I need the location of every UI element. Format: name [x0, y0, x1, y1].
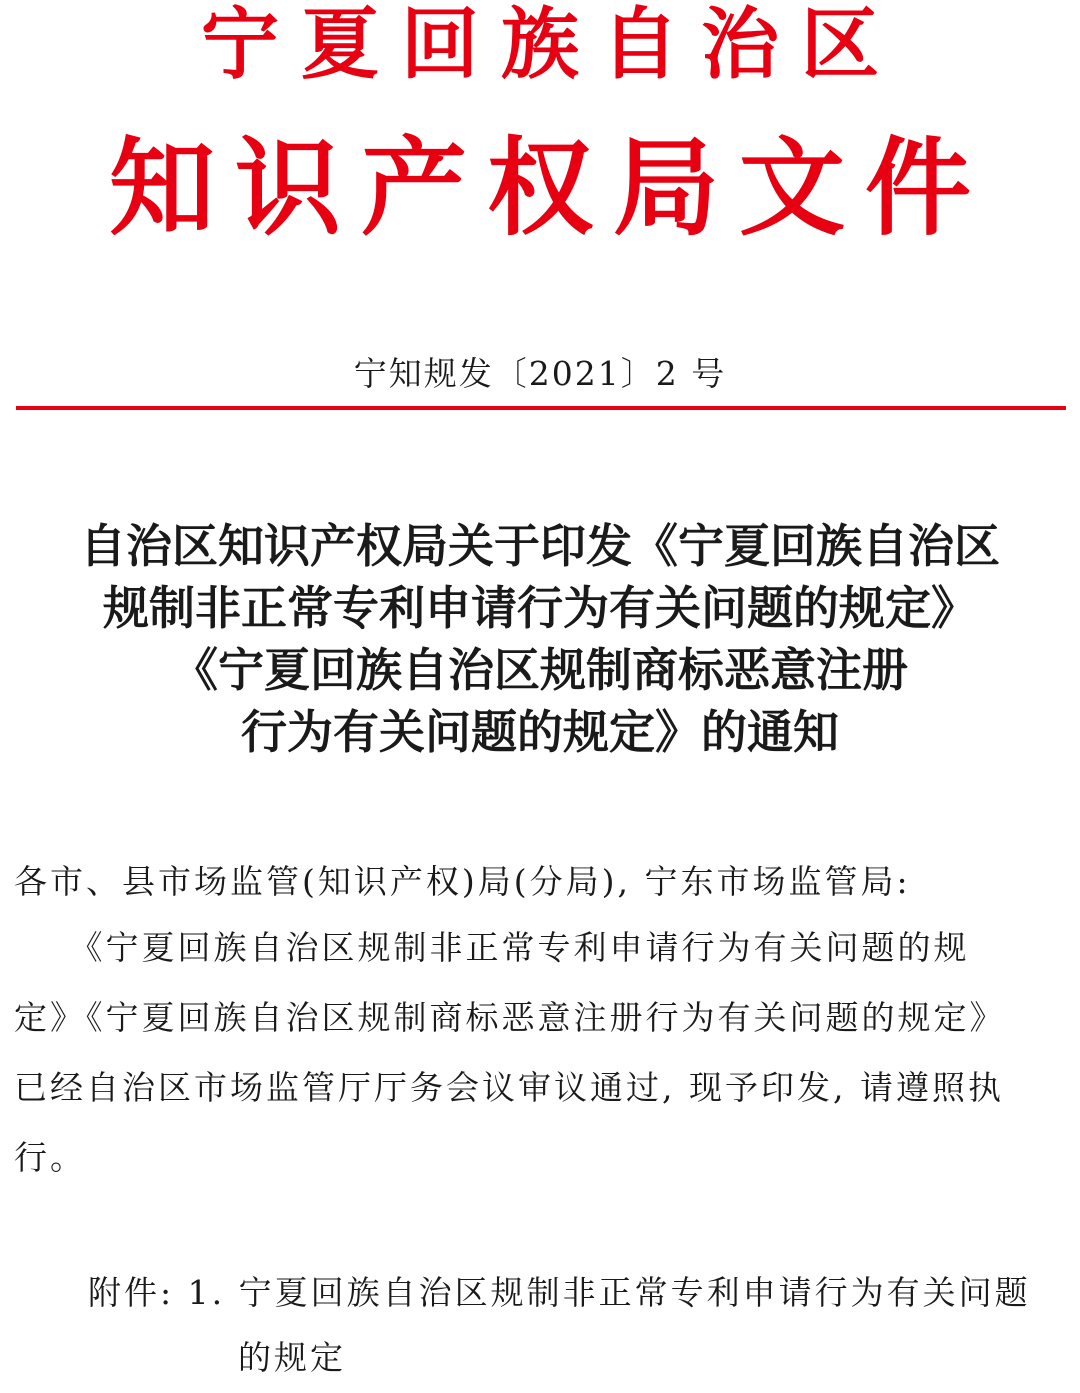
- title-line: 《宁夏回族自治区规制商标恶意注册: [172, 643, 908, 697]
- attachment-line-continued: 的规定: [238, 1338, 346, 1377]
- issuer-name-line1: 宁夏回族自治区: [200, 0, 901, 90]
- document-title: [0, 515, 1080, 763]
- issuer-name-line2: 知识产权局文件: [109, 125, 991, 250]
- title-line: 自治区知识产权局关于印发《宁夏回族自治区: [80, 519, 1000, 573]
- body-paragraph: [14, 913, 1066, 1193]
- title-line: 规制非正常专利申请行为有关问题的规定》: [103, 581, 977, 635]
- header-divider: [16, 406, 1066, 410]
- paragraph-line: 定》《宁夏回族自治区规制商标恶意注册行为有关问题的规定》: [14, 998, 1006, 1037]
- salutation: 各市、县市场监管(知识产权)局(分局), 宁东市场监管局:: [14, 862, 911, 901]
- paragraph-line: 《宁夏回族自治区规制非正常专利申请行为有关问题的规: [14, 928, 970, 967]
- title-line: 行为有关问题的规定》的通知: [241, 705, 839, 759]
- paragraph-line: 已经自治区市场监管厅厅务会议审议通过, 现予印发, 请遵照执: [14, 1068, 1004, 1107]
- document-number: 宁知规发〔2021〕2 号: [353, 354, 727, 393]
- attachment-line: 附件: 1. 宁夏回族自治区规制非正常专利申请行为有关问题: [88, 1273, 1031, 1312]
- paragraph-line: 行。: [14, 1138, 86, 1177]
